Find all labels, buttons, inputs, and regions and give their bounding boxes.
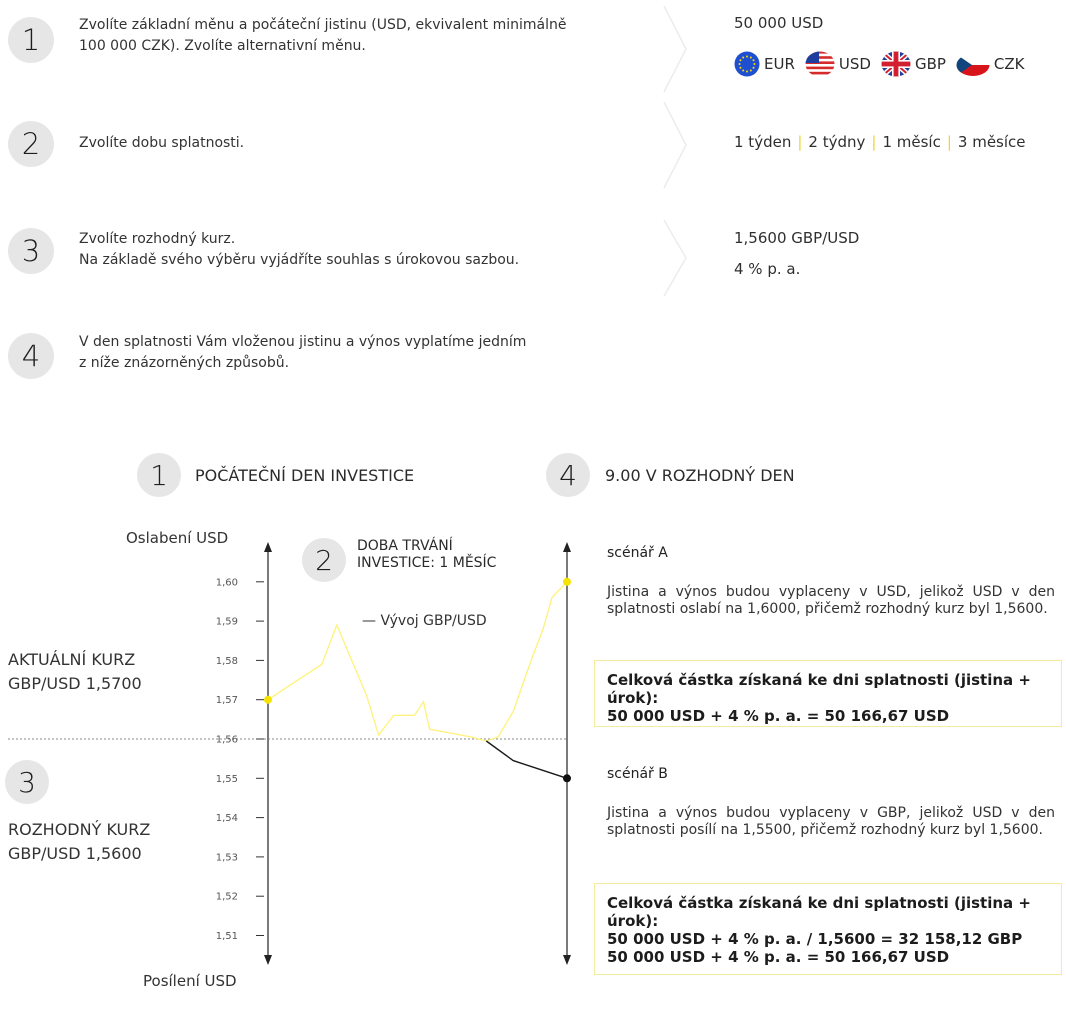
duration-line-1: DOBA TRVÁNÍ — [357, 538, 453, 554]
decision-day-label: 9.00 V ROZHODNÝ DEN — [605, 466, 795, 485]
y-tick-label: 1,53 — [215, 852, 238, 864]
right-axis-arrow-down-icon — [563, 955, 571, 965]
step-number-4: 4 — [8, 333, 54, 379]
current-rate-line-2: GBP/USD 1,5700 — [8, 674, 142, 693]
strike-rate-line-1: ROZHODNÝ KURZ — [8, 820, 151, 839]
step-number-3: 3 — [8, 228, 54, 274]
step-number-1: 1 — [8, 17, 54, 63]
scenario-b-result-box — [594, 883, 1062, 975]
step-3-line-1: Zvolíte rozhodný kurz. — [79, 231, 236, 247]
step-3-line-2: Na základě svého výběru vyjádříte souhlas s úrokovou sazbou. — [79, 252, 520, 268]
endpoint-0 — [264, 696, 272, 704]
scenario-a-result-line-1: Celková částka získaná ke dni splatnosti (jistina + úrok): — [607, 671, 1031, 707]
y-tick-label: 1,59 — [215, 616, 238, 628]
current-rate-line-1: AKTUÁLNÍ KURZ — [8, 650, 136, 669]
step-2-line-1: Zvolíte dobu splatnosti. — [79, 135, 245, 151]
right-axis-arrow-up-icon — [563, 542, 571, 552]
left-axis-arrow-up-icon — [264, 542, 272, 552]
start-day-label: POČÁTEČNÍ DEN INVESTICE — [195, 466, 415, 485]
y-tick-label: 1,57 — [215, 695, 238, 707]
scenario-b-result-line-3: 50 000 USD + 4 % p. a. = 50 166,67 USD — [607, 948, 950, 966]
series-path — [268, 582, 567, 741]
currency-usd-label: USD — [838, 55, 871, 73]
endpoint-1 — [563, 578, 571, 586]
chart-axes — [8, 542, 571, 965]
scenario-b-title: scénář B — [607, 766, 668, 782]
term-separator: | — [946, 133, 952, 151]
scenario-a-result-box — [594, 660, 1062, 727]
scenario-b-result-line-1: Celková částka získaná ke dni splatnosti (jistina + úrok): — [607, 894, 1031, 930]
endpoint-2 — [563, 774, 571, 782]
chart-ticks — [216, 577, 264, 942]
term-3-months[interactable]: 3 měsíce — [957, 133, 1026, 151]
chart-endpoints — [264, 578, 571, 783]
step-4-line-2: z níže znázorněných způsobů. — [79, 355, 290, 371]
axis-top-label: Oslabení USD — [126, 529, 229, 547]
strike-rate-line-2: GBP/USD 1,5600 — [8, 844, 142, 863]
principal-value: 50 000 USD — [734, 14, 824, 32]
step-1-line-2: 100 000 CZK). Zvolíte alternativní měnu. — [79, 38, 366, 54]
y-tick-label: 1,56 — [215, 734, 238, 746]
step-number-2: 2 — [8, 121, 54, 167]
step-4-line-1: V den splatnosti Vám vloženou jistinu a výnos vyplatíme jedním — [79, 334, 527, 350]
strike-number: 3 — [5, 760, 49, 804]
chart-legend: — Vývoj GBP/USD — [362, 613, 487, 629]
term-separator: | — [797, 133, 803, 151]
left-axis-arrow-down-icon — [264, 955, 272, 965]
term-2-weeks[interactable]: 2 týdny — [808, 133, 866, 151]
duration-line-2: INVESTICE: 1 MĚSÍC — [357, 555, 497, 571]
series-scenario-b — [486, 741, 567, 778]
y-tick-label: 1,60 — [215, 577, 238, 589]
decision-day-number: 4 — [546, 453, 590, 497]
scenario-a-description: Jistina a výnos budou vyplaceny v USD, jelikož USD v den splatnosti oslabí na 1,6000, přičemž rozhodný kurz byl 1,5600. — [607, 584, 1055, 617]
currency-czk-label: CZK — [993, 55, 1025, 73]
scenario-b-result-line-2: 50 000 USD + 4 % p. a. / 1,5600 = 32 158,12 GBP — [607, 930, 1023, 948]
duration-number: 2 — [302, 538, 346, 582]
chart-series — [268, 582, 567, 779]
currency-eur-label: EUR — [764, 55, 795, 73]
y-tick-label: 1,58 — [215, 655, 238, 667]
start-day-number: 1 — [137, 453, 181, 497]
rate-value: 1,5600 GBP/USD — [734, 229, 860, 247]
y-tick-label: 1,54 — [215, 813, 238, 825]
interest-value: 4 % p. a. — [734, 260, 801, 278]
scenario-a-title: scénář A — [607, 545, 668, 561]
term-separator: | — [871, 133, 877, 151]
y-tick-label: 1,52 — [215, 891, 238, 903]
term-1-month[interactable]: 1 měsíc — [882, 133, 941, 151]
currency-gbp-label: GBP — [914, 55, 946, 73]
y-tick-label: 1,55 — [215, 773, 238, 785]
axis-bottom-label: Posílení USD — [143, 972, 237, 990]
y-tick-label: 1,51 — [215, 931, 238, 942]
step-1-line-1: Zvolíte základní měnu a počáteční jistinu (USD, ekvivalent minimálně — [79, 17, 567, 33]
scenario-a-result-line-2: 50 000 USD + 4 % p. a. = 50 166,67 USD — [607, 707, 950, 725]
term-1-week[interactable]: 1 týden — [734, 133, 792, 151]
scenario-b-description: Jistina a výnos budou vyplaceny v GBP, jelikož USD v den splatnosti posílí na 1,5500, přičemž rozhodný kurz byl 1,5600. — [607, 805, 1055, 838]
